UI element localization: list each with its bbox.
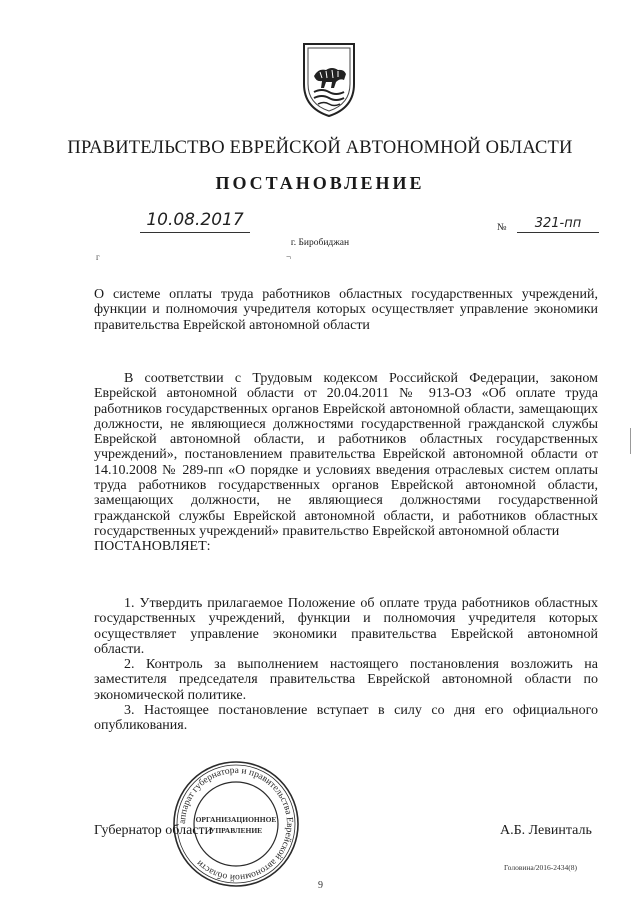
executor-reference: Головина/2016-2434(8)	[504, 863, 578, 872]
resolution-item: 2. Контроль за выполнением настоящего постановления возложить на заместителя председателя правительства Еврейской автономной области по экономической политике.	[94, 657, 598, 703]
coat-of-arms-icon	[300, 40, 358, 118]
city-line: г. Биробиджан	[290, 238, 350, 248]
seal-center-line-2: УПРАВЛЕНИЕ	[209, 826, 263, 835]
signatory-name: А.Б. Левинталь	[500, 823, 592, 838]
margin-mark	[630, 428, 631, 454]
resolution-item: 1. Утвердить прилагаемое Положение об оплате труда работников областных государственных учреждений, функции и полномочия учредителя которых осуществляет управление экономики правительства Еврейской автономной области.	[94, 596, 598, 657]
government-title: ПРАВИТЕЛЬСТВО ЕВРЕЙСКОЙ АВТОНОМНОЙ ОБЛАСТИ	[67, 138, 573, 158]
corner-mark-left: г	[96, 252, 100, 262]
number-sign: №	[497, 222, 507, 233]
seal-ring-text: аппарат губернатора и правительства Еврейской автономной области	[177, 765, 295, 883]
corner-mark-right: ¬	[286, 252, 292, 262]
resolution-item: 3. Настоящее постановление вступает в силу со дня его официального опубликования.	[94, 703, 598, 734]
document-type-heading: ПОСТАНОВЛЕНИЕ	[215, 173, 425, 193]
resolves-heading: ПОСТАНОВЛЯЕТ:	[94, 539, 211, 555]
document-subject: О системе оплаты труда работников областных государственных учреждений, функции и полномочия учредителя которых осуществляет управление экономики правительства Еврейской автономной области	[94, 287, 598, 333]
document-date: 10.08.2017	[140, 210, 250, 233]
page-mark: 9	[318, 880, 323, 891]
document-number-field	[497, 218, 602, 234]
resolution-items	[94, 596, 598, 734]
seal-center-line-1: ОРГАНИЗАЦИОННОЕ	[195, 815, 277, 824]
preamble-paragraph: В соответствии с Трудовым кодексом Российской Федерации, законом Еврейской автономной области от 20.04.2011 № 913-ОЗ «Об оплате труда работников государственных органов Еврейской автономной области, замещающих должности, не являющиеся должностями государственной гражданской службы Еврейской автономной области, и работников областных государственных учреждений», постановлением правительства Еврейской автономной области от 14.10.2008 № 289-пп «О порядке и условиях введения отраслевых систем оплаты труда работников государственных органов Еврейской автономной области, замещающих должности, не являющиеся должностями государственной гражданской службы Еврейской автономной области, и работников областных государственных учреждений» правительство Еврейской автономной области	[94, 371, 598, 539]
document-number: 321-пп	[517, 218, 599, 233]
signatory-position: Губернатор области	[94, 823, 213, 838]
preamble-block	[94, 371, 598, 555]
